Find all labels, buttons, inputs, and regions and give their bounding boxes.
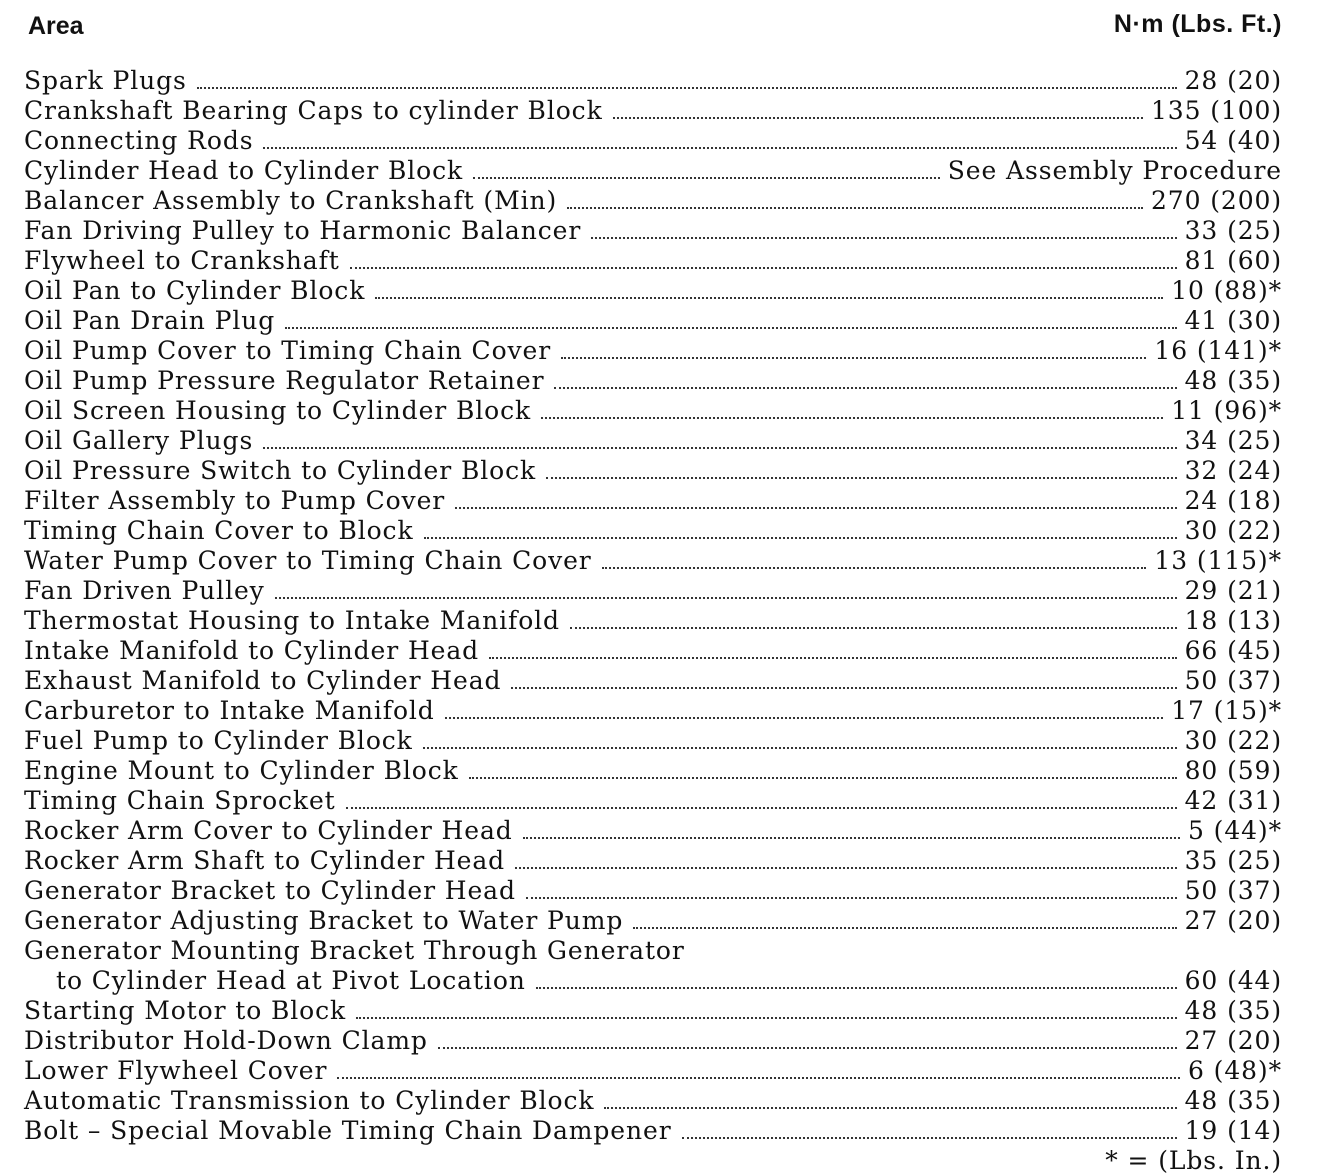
- spec-torque-value: 5 (44)*: [1188, 816, 1282, 845]
- spec-row: [24, 126, 1282, 156]
- spec-area-label: Generator Bracket to Cylinder Head: [24, 876, 516, 905]
- spec-row: [24, 996, 1282, 1026]
- spec-torque-value: 28 (20): [1184, 66, 1282, 95]
- spec-torque-value: 30 (22): [1184, 726, 1282, 755]
- dot-leader: [438, 1047, 1177, 1049]
- dot-leader: [591, 237, 1176, 239]
- area-column-heading: Area: [28, 12, 84, 40]
- dot-leader: [602, 567, 1147, 569]
- spec-area-label: Rocker Arm Shaft to Cylinder Head: [24, 846, 506, 875]
- spec-row: [24, 876, 1282, 906]
- spec-row: [24, 246, 1282, 276]
- spec-torque-value: 24 (18): [1184, 486, 1282, 515]
- spec-row: [24, 756, 1282, 786]
- spec-torque-value: 18 (13): [1184, 606, 1282, 635]
- dot-leader: [263, 447, 1176, 449]
- spec-row: [24, 1116, 1282, 1146]
- spec-torque-value: 29 (21): [1184, 576, 1282, 605]
- spec-row: [24, 516, 1282, 546]
- spec-area-label: Generator Adjusting Bracket to Water Pump: [24, 906, 624, 935]
- dot-leader: [455, 507, 1176, 509]
- spec-area-label: Generator Mounting Bracket Through Generator: [24, 936, 685, 965]
- spec-area-label: Fuel Pump to Cylinder Block: [24, 726, 413, 755]
- dot-leader: [469, 777, 1177, 779]
- dot-leader: [541, 417, 1163, 419]
- spec-area-label: Intake Manifold to Cylinder Head: [24, 636, 480, 665]
- spec-area-label: Fan Driving Pulley to Harmonic Balancer: [24, 216, 582, 245]
- spec-row: [24, 1086, 1282, 1116]
- spec-area-label: Distributor Hold-Down Clamp: [24, 1026, 428, 1055]
- spec-row: [24, 1026, 1282, 1056]
- spec-torque-value: 270 (200): [1151, 186, 1282, 215]
- dot-leader: [375, 297, 1163, 299]
- spec-torque-value: See Assembly Procedure: [947, 156, 1282, 185]
- spec-area-label: Automatic Transmission to Cylinder Block: [24, 1086, 595, 1115]
- spec-row: [24, 666, 1282, 696]
- dot-leader: [350, 267, 1177, 269]
- spec-row: [24, 366, 1282, 396]
- spec-torque-value: 41 (30): [1184, 306, 1282, 335]
- dot-leader: [526, 897, 1177, 899]
- dot-leader: [356, 1017, 1177, 1019]
- dot-leader: [511, 687, 1176, 689]
- spec-torque-value: 81 (60): [1184, 246, 1282, 275]
- spec-torque-value: 19 (14): [1184, 1116, 1282, 1145]
- spec-torque-value: 11 (96)*: [1171, 396, 1282, 425]
- spec-area-label: Oil Pan to Cylinder Block: [24, 276, 366, 305]
- spec-torque-value: 35 (25): [1184, 846, 1282, 875]
- spec-area-label: Carburetor to Intake Manifold: [24, 696, 435, 725]
- dot-leader: [423, 747, 1177, 749]
- spec-torque-value: 50 (37): [1184, 666, 1282, 695]
- dot-leader: [489, 657, 1177, 659]
- spec-row: [24, 486, 1282, 516]
- spec-area-label: Lower Flywheel Cover: [24, 1056, 328, 1085]
- spec-row: [24, 636, 1282, 666]
- spec-area-label: Filter Assembly to Pump Cover: [24, 486, 446, 515]
- spec-area-label: Flywheel to Crankshaft: [24, 246, 340, 275]
- spec-area-label: Rocker Arm Cover to Cylinder Head: [24, 816, 513, 845]
- spec-row: [24, 426, 1282, 456]
- dot-leader: [197, 87, 1177, 89]
- spec-row: [24, 606, 1282, 636]
- spec-row: [24, 186, 1282, 216]
- spec-row: [24, 786, 1282, 816]
- spec-area-label: Engine Mount to Cylinder Block: [24, 756, 459, 785]
- spec-torque-value: 27 (20): [1184, 1026, 1282, 1055]
- spec-area-label: Crankshaft Bearing Caps to cylinder Block: [24, 96, 603, 125]
- dot-leader: [570, 627, 1177, 629]
- spec-area-label: Oil Screen Housing to Cylinder Block: [24, 396, 532, 425]
- dot-leader: [613, 117, 1143, 119]
- table-header: [24, 8, 1282, 66]
- spec-area-label: Cylinder Head to Cylinder Block: [24, 156, 464, 185]
- spec-area-label: Thermostat Housing to Intake Manifold: [24, 606, 560, 635]
- dot-leader: [682, 1137, 1177, 1139]
- spec-area-label: Oil Gallery Plugs: [24, 426, 254, 455]
- dot-leader: [337, 1077, 1180, 1079]
- spec-torque-value: 13 (115)*: [1154, 546, 1282, 575]
- spec-row: [24, 1056, 1282, 1086]
- spec-area-label: Bolt – Special Movable Timing Chain Dampener: [24, 1116, 672, 1145]
- spec-torque-value: 32 (24): [1184, 456, 1282, 485]
- footnote: * = (Lbs. In.): [1105, 1146, 1282, 1175]
- spec-row: [24, 276, 1282, 306]
- spec-row: [24, 456, 1282, 486]
- spec-row: [24, 396, 1282, 426]
- spec-torque-value: 34 (25): [1184, 426, 1282, 455]
- spec-area-label: Water Pump Cover to Timing Chain Cover: [24, 546, 592, 575]
- spec-area-label: Oil Pump Cover to Timing Chain Cover: [24, 336, 552, 365]
- spec-row: [24, 96, 1282, 126]
- spec-area-label: Timing Chain Sprocket: [24, 786, 336, 815]
- spec-row-continuation: [24, 966, 1282, 996]
- torque-unit-column-heading: N·m (Lbs. Ft.): [1113, 10, 1282, 38]
- spec-torque-value: 10 (88)*: [1171, 276, 1282, 305]
- spec-torque-value: 48 (35): [1184, 1086, 1282, 1115]
- dot-leader: [536, 987, 1177, 989]
- torque-spec-page: [24, 8, 1282, 1176]
- spec-torque-value: 33 (25): [1184, 216, 1282, 245]
- spec-area-label: Oil Pressure Switch to Cylinder Block: [24, 456, 537, 485]
- spec-area-label-continuation: to Cylinder Head at Pivot Location: [56, 966, 526, 995]
- spec-torque-value: 42 (31): [1184, 786, 1282, 815]
- spec-torque-value: 27 (20): [1184, 906, 1282, 935]
- spec-torque-value: 54 (40): [1184, 126, 1282, 155]
- spec-torque-value: 135 (100): [1151, 96, 1282, 125]
- dot-leader: [567, 207, 1143, 209]
- spec-torque-value: 80 (59): [1184, 756, 1282, 785]
- dot-leader: [285, 327, 1176, 329]
- spec-row: [24, 846, 1282, 876]
- spec-area-label: Fan Driven Pulley: [24, 576, 265, 605]
- spec-row: [24, 216, 1282, 246]
- dot-leader: [554, 387, 1176, 389]
- spec-row: [24, 936, 1282, 966]
- spec-area-label: Timing Chain Cover to Block: [24, 516, 414, 545]
- spec-row: [24, 66, 1282, 96]
- spec-torque-value: 66 (45): [1184, 636, 1282, 665]
- spec-area-label: Oil Pan Drain Plug: [24, 306, 276, 335]
- spec-row: [24, 306, 1282, 336]
- spec-torque-value: 48 (35): [1184, 366, 1282, 395]
- dot-leader: [546, 477, 1177, 479]
- dot-leader: [275, 597, 1177, 599]
- spec-row: [24, 816, 1282, 846]
- spec-row: [24, 906, 1282, 936]
- dot-leader: [633, 927, 1176, 929]
- spec-torque-value: 16 (141)*: [1154, 336, 1282, 365]
- dot-leader: [515, 867, 1177, 869]
- spec-row: [24, 156, 1282, 186]
- spec-torque-value: 30 (22): [1184, 516, 1282, 545]
- spec-area-label: Exhaust Manifold to Cylinder Head: [24, 666, 502, 695]
- spec-area-label: Spark Plugs: [24, 66, 187, 95]
- dot-leader: [424, 537, 1177, 539]
- spec-row: [24, 336, 1282, 366]
- spec-torque-value: 50 (37): [1184, 876, 1282, 905]
- spec-torque-value: 17 (15)*: [1171, 696, 1282, 725]
- spec-row: [24, 726, 1282, 756]
- dot-leader: [523, 837, 1180, 839]
- spec-row: [24, 576, 1282, 606]
- spec-torque-value: 48 (35): [1184, 996, 1282, 1025]
- spec-area-label: Balancer Assembly to Crankshaft (Min): [24, 186, 558, 215]
- spec-area-label: Connecting Rods: [24, 126, 254, 155]
- dot-leader: [561, 357, 1146, 359]
- dot-leader: [445, 717, 1164, 719]
- spec-area-label: Oil Pump Pressure Regulator Retainer: [24, 366, 545, 395]
- spec-torque-value: 6 (48)*: [1188, 1056, 1282, 1085]
- dot-leader: [263, 147, 1176, 149]
- torque-spec-list: [24, 66, 1282, 1146]
- dot-leader: [604, 1107, 1176, 1109]
- dot-leader: [346, 807, 1177, 809]
- dot-leader: [473, 177, 940, 179]
- spec-area-label: Starting Motor to Block: [24, 996, 347, 1025]
- spec-torque-value: 60 (44): [1184, 966, 1282, 995]
- spec-row: [24, 546, 1282, 576]
- spec-row: [24, 696, 1282, 726]
